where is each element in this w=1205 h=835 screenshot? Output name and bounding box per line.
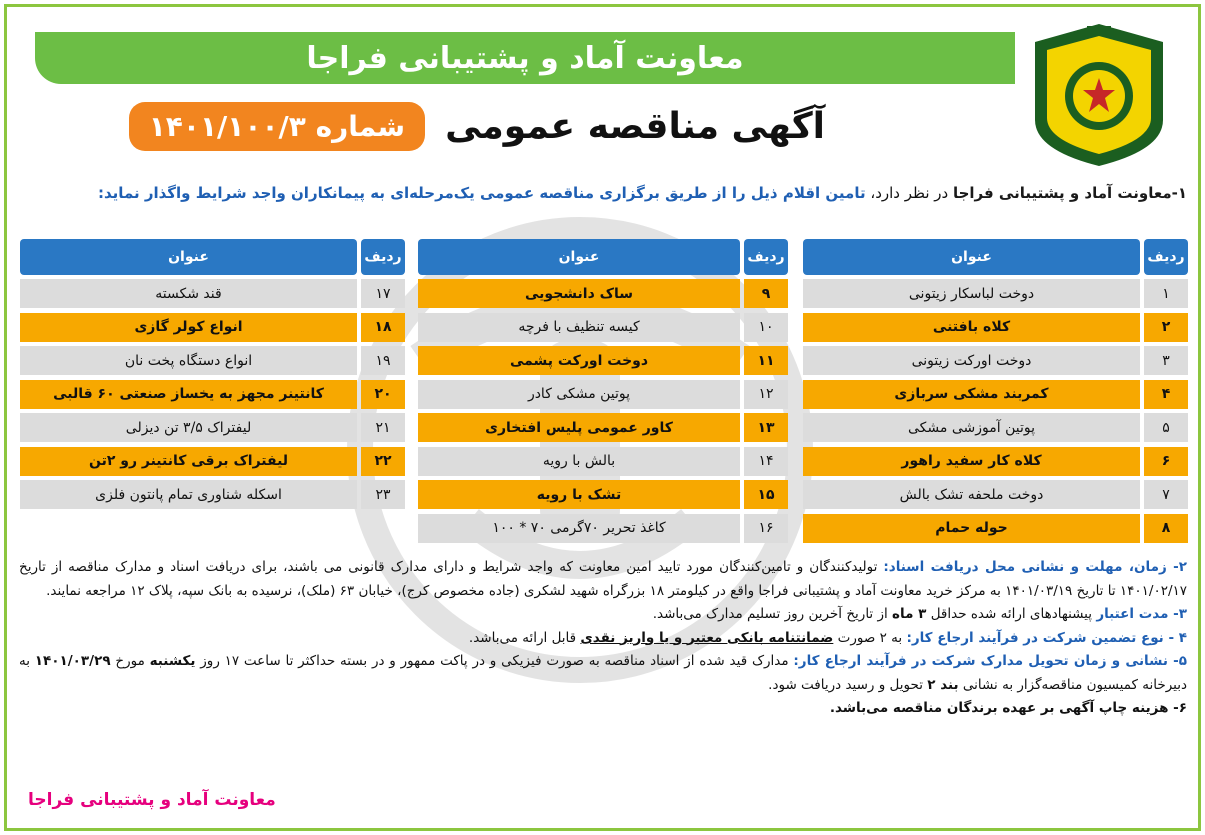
section-5-bold: یکشنبه	[149, 653, 196, 669]
notice-title: آگهی مناقصه عمومی	[445, 106, 825, 147]
table-row	[803, 447, 1188, 476]
row-number: ۱۸	[361, 313, 405, 342]
header-num: ردیف	[1144, 239, 1188, 275]
table-row	[418, 480, 788, 509]
row-number: ۹	[744, 279, 788, 308]
footer-signature: معاونت آماد و پشتیبانی فراجا	[28, 790, 276, 810]
intro-part3: تامین اقلام ذیل را از طریق برگزاری مناقصه عمومی یک‌مرحله‌ای به پیمانکاران واجد شرایط واگذار نماید:	[98, 184, 866, 202]
row-number: ۲	[1144, 313, 1188, 342]
table-row	[20, 346, 405, 375]
table-row	[803, 480, 1188, 509]
row-title: انواع کولر گازی	[20, 313, 357, 342]
row-number: ۴	[1144, 380, 1188, 409]
header-banner	[35, 32, 1015, 84]
row-number: ۱۹	[361, 346, 405, 375]
row-title: دوخت اورکت زیتونی	[803, 346, 1140, 375]
table-row	[803, 413, 1188, 442]
table-row	[20, 313, 405, 342]
section-3-text2: از تاریخ آخرین روز تسلیم مدارک می‌باشد.	[652, 606, 893, 622]
table-row	[803, 313, 1188, 342]
row-number: ۲۱	[361, 413, 405, 442]
table-row	[418, 346, 788, 375]
row-title: بالش با رویه	[418, 447, 740, 476]
intro-part1: ۱-معاونت آماد و پشتیبانی فراجا	[952, 184, 1187, 202]
section-4-label: ۴ - نوع تضمین شرکت در فرآیند ارجاع کار:	[906, 629, 1187, 646]
section-5-bold3: بند ۲	[927, 676, 959, 693]
notice-heading	[129, 102, 825, 151]
banner-title: معاونت آماد و پشتیبانی فراجا	[306, 40, 744, 76]
row-title: تشک با رویه	[418, 480, 740, 509]
table-row	[418, 279, 788, 308]
table-row	[20, 279, 405, 308]
table-header-row	[418, 239, 788, 275]
table-row	[418, 380, 788, 409]
row-number: ۲۳	[361, 480, 405, 509]
row-title: کانتینر مجهز به یخساز صنعتی ۶۰ قالبی	[20, 380, 357, 409]
section-5-text4: تحویل و رسید دریافت شود.	[768, 676, 928, 693]
row-title: کلاه بافتنی	[803, 313, 1140, 342]
row-title: اسکله شناوری تمام پانتون فلزی	[20, 480, 357, 509]
table-row	[418, 447, 788, 476]
section-5	[19, 650, 1187, 697]
row-title: پوتین مشکی کادر	[418, 380, 740, 409]
row-title: دوخت ملحفه تشک بالش	[803, 480, 1140, 509]
conditions-body	[19, 556, 1187, 721]
items-table-middle	[418, 239, 788, 547]
table-header-row	[803, 239, 1188, 275]
row-title: دوخت اورکت پشمی	[418, 346, 740, 375]
row-title: حوله حمام	[803, 514, 1140, 543]
row-number: ۲۲	[361, 447, 405, 476]
row-number: ۱۰	[744, 313, 788, 342]
row-title: کلاه کار سفید راهور	[803, 447, 1140, 476]
header-title: عنوان	[803, 239, 1140, 275]
section-4-text: به ۲ صورت	[833, 629, 907, 646]
table-row	[20, 413, 405, 442]
table-header-row	[20, 239, 405, 275]
section-5-label: ۵- نشانی و زمان تحویل مدارک شرکت در فرآیند ارجاع کار:	[793, 653, 1187, 669]
section-4-text2: قابل ارائه می‌باشد.	[468, 629, 581, 646]
section-4-underlined: ضمانتنامه بانکی معتبر و یا واریز نقدی	[580, 629, 834, 646]
row-title: کمربند مشکی سربازی	[803, 380, 1140, 409]
row-number: ۳	[1144, 346, 1188, 375]
row-number: ۶	[1144, 447, 1188, 476]
section-5-text: مدارک قید شده از اسناد مناقصه به صورت فیزیکی و در پاکت ممهور و در بسته حداکثر تا ساعت ۱۷ روز	[195, 653, 794, 669]
row-number: ۲۰	[361, 380, 405, 409]
intro-part2: در نظر دارد،	[865, 184, 953, 202]
section-3-bold: ۳ ماه	[892, 606, 927, 622]
section-3-text: پیشنهادهای ارائه شده حداقل	[926, 606, 1097, 622]
row-title: قند شکسته	[20, 279, 357, 308]
header-num: ردیف	[361, 239, 405, 275]
row-title: دوخت لباسکار زیتونی	[803, 279, 1140, 308]
table-row	[20, 447, 405, 476]
table-row	[418, 413, 788, 442]
table-row	[418, 313, 788, 342]
table-row	[20, 480, 405, 509]
row-number: ۱۶	[744, 514, 788, 543]
section-2-label: ۲- زمان، مهلت و نشانی محل دریافت اسناد:	[883, 559, 1187, 575]
table-row	[418, 514, 788, 543]
police-emblem-icon	[1023, 20, 1175, 170]
section-3	[19, 603, 1187, 627]
row-number: ۱	[1144, 279, 1188, 308]
table-row	[803, 514, 1188, 543]
section-5-text2: مورخ	[110, 653, 150, 669]
intro-paragraph	[19, 182, 1187, 204]
row-number: ۷	[1144, 480, 1188, 509]
row-number: ۸	[1144, 514, 1188, 543]
row-number: ۱۴	[744, 447, 788, 476]
items-tables	[18, 239, 1188, 547]
table-row	[803, 279, 1188, 308]
row-number: ۵	[1144, 413, 1188, 442]
section-6: ۶- هزینه چاپ آگهی بر عهده برندگان مناقصه می‌باشد.	[829, 700, 1187, 716]
row-number: ۱۲	[744, 380, 788, 409]
section-5-bold2: ۱۴۰۱/۰۳/۲۹	[34, 653, 111, 669]
row-title: کیسه تنظیف با فرچه	[418, 313, 740, 342]
row-title: انواع دستگاه پخت نان	[20, 346, 357, 375]
header-num: ردیف	[744, 239, 788, 275]
section-5-text3: به دبیرخانه کمیسیون مناقصه‌گزار به نشانی	[19, 653, 1187, 693]
section-2	[19, 556, 1187, 603]
row-title: کاغذ تحریر ۷۰گرمی ۷۰ * ۱۰۰	[418, 514, 740, 543]
row-title: لیفتراک ۳/۵ تن دیزلی	[20, 413, 357, 442]
items-table-left	[20, 239, 405, 514]
row-title: ساک دانشجویی	[418, 279, 740, 308]
header-title: عنوان	[418, 239, 740, 275]
table-row	[803, 380, 1188, 409]
section-2-text: تولیدکنندگان و تامین‌کنندگان مورد تایید امین معاونت که واجد شرایط و دارای مدارک قانونی می باشند، برای دریافت اسناد و مدارک مناقصه از تاریخ ۱۴۰۱/۰۲/۱۷ تا تاریخ ۱۴۰۱/۰۳/۱۹ به مرکز خرید معاونت آماد و پشتیبانی فراجا واقع در کیلومتر ۱۸ بزرگراه شهید لشکری (جاده مخصوص کرج)، خیابان ۶۳ (ملک)، نرسیده به بانک سپه، پلاک ۱۲ مراجعه نمایند.	[19, 559, 1187, 599]
row-number: ۱۵	[744, 480, 788, 509]
table-row	[20, 380, 405, 409]
row-title: لیفتراک برقی کانتینر رو ۲تن	[20, 447, 357, 476]
row-title: کاور عمومی پلیس افتخاری	[418, 413, 740, 442]
section-4	[19, 627, 1187, 651]
row-number: ۱۷	[361, 279, 405, 308]
row-title: پوتین آموزشی مشکی	[803, 413, 1140, 442]
items-table-right	[803, 239, 1188, 547]
row-number: ۱۳	[744, 413, 788, 442]
header-title: عنوان	[20, 239, 357, 275]
table-row	[803, 346, 1188, 375]
section-3-label: ۳- مدت اعتبار	[1096, 606, 1187, 622]
notice-number-badge: شماره ۱۴۰۱/۱۰۰/۳	[129, 102, 425, 151]
row-number: ۱۱	[744, 346, 788, 375]
